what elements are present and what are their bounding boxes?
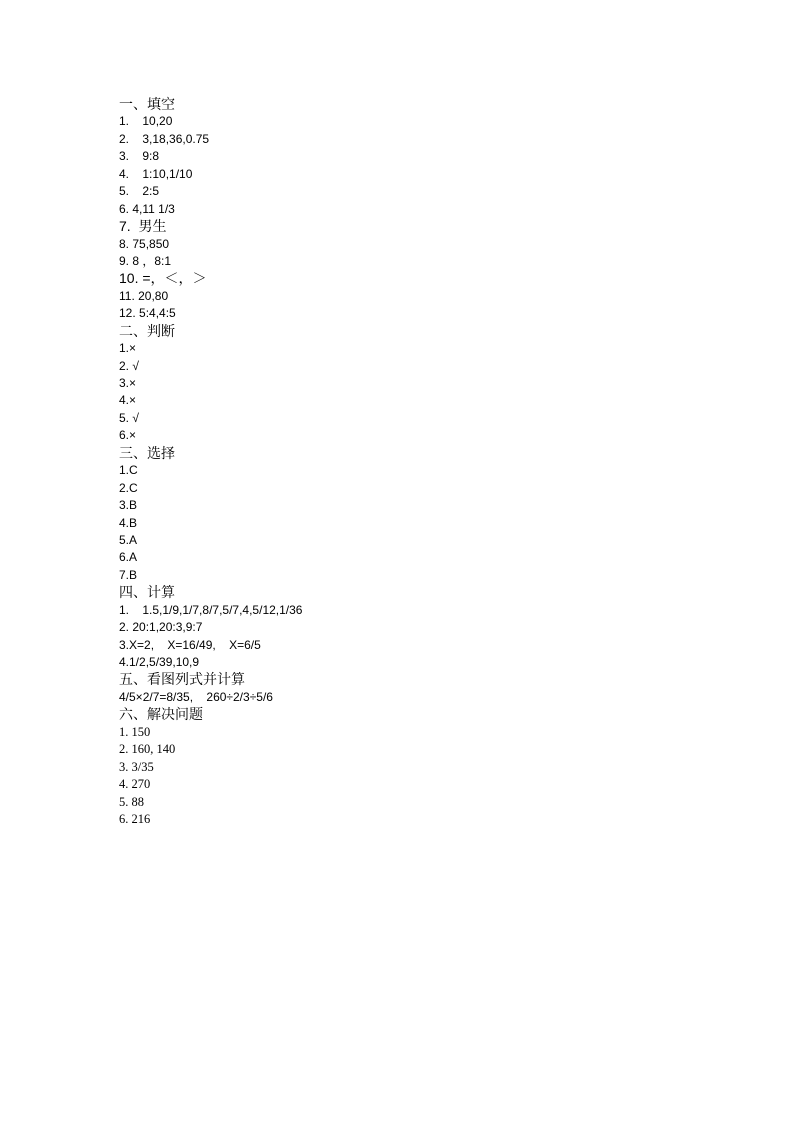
answer-line: 3. 9:8 [119, 149, 160, 164]
answer-line: 1. 10,20 [119, 114, 173, 129]
answer-line: 1. 150 [119, 724, 151, 739]
section-heading-figure: 五、看图列式并计算 [119, 671, 245, 688]
answer-line: 7.B [119, 567, 138, 582]
answer-line: 6.× [119, 428, 137, 443]
answer-line: 3.× [119, 376, 137, 390]
answer-line: 12. 5:4,4:5 [119, 306, 176, 321]
answer-line: 2.C [119, 480, 138, 495]
answer-line: 5. 2:5 [119, 184, 160, 199]
answer-line: 3.B [119, 498, 138, 513]
answer-line: 6. 216 [119, 811, 151, 826]
answer-line: 1. 1.5,1/9,1/7,8/7,5/7,4,5/12,1/36 [119, 602, 303, 617]
answer-line: 6. 4,11 1/3 [119, 201, 175, 216]
answer-line: 5.A [119, 532, 138, 547]
answer-line: 8. 75,850 [119, 236, 170, 251]
answer-line: 2. 160, 140 [119, 742, 176, 757]
answer-line: 5. √ [119, 410, 139, 425]
answer-line: 1.C [119, 463, 138, 478]
answer-line: 4. 270 [119, 777, 151, 792]
answer-line: 1.× [119, 341, 137, 356]
answer-key [119, 96, 739, 828]
section-heading-choice: 三、选择 [119, 444, 175, 461]
section-heading-calc: 四、计算 [119, 584, 175, 601]
answer-line: 11. 20,80 [119, 288, 169, 303]
answer-line: 5. 88 [119, 794, 144, 809]
answer-line: 2. 3,18,36,0.75 [119, 131, 210, 146]
answer-line: 4.1/2,5/39,10,9 [119, 655, 200, 669]
answer-line: 10. =，＜，＞ [119, 270, 207, 287]
section-heading-solve: 六、解决问题 [119, 706, 203, 723]
answer-line: 2. √ [119, 358, 139, 373]
answer-line: 2. 20:1,20:3,9:7 [119, 620, 203, 635]
answer-line: 3. 3/35 [119, 759, 154, 774]
answer-line: 4. 1:10,1/10 [119, 166, 193, 181]
section-heading-fill: 一、填空 [119, 96, 175, 112]
answer-line: 3.X=2, X=16/49, X=6/5 [119, 637, 261, 652]
answer-line: 4.B [119, 515, 138, 530]
answer-line: 4/5×2/7=8/35, 260÷2/3÷5/6 [119, 689, 273, 704]
answer-line: 9. 8 ，8:1 [119, 253, 172, 268]
section-heading-judge: 二、判断 [119, 322, 175, 339]
answer-line: 7. 男生 [119, 218, 167, 235]
answer-line: 6.A [119, 550, 138, 565]
answer-line: 4.× [119, 393, 137, 408]
